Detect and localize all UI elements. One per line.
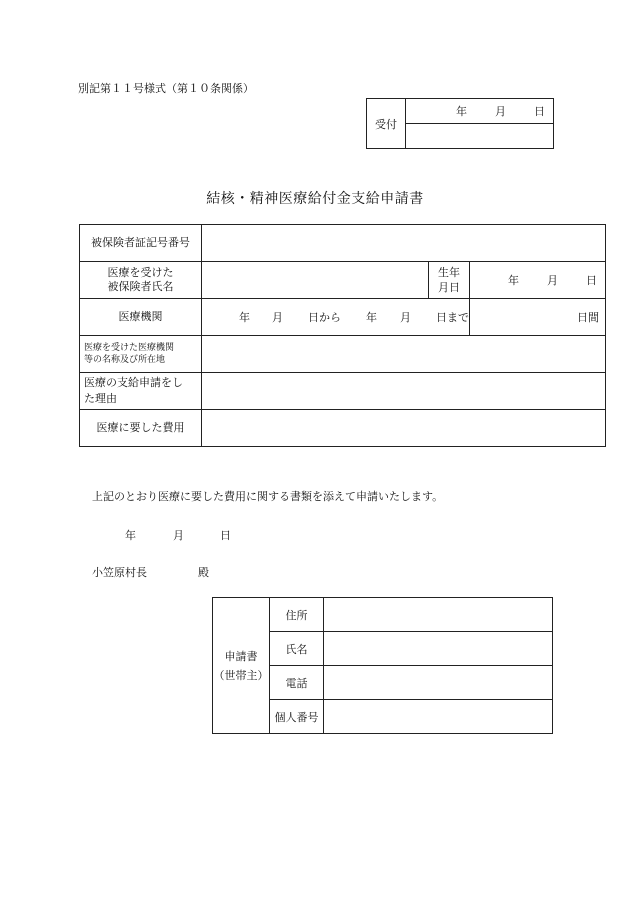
- addressee-name: 小笠原村長: [92, 566, 147, 579]
- institution-name-label: 医療を受けた医療機関 等の名称及び所在地: [80, 336, 202, 373]
- address-label: 住所: [270, 598, 324, 632]
- treatment-days-field[interactable]: 日間: [470, 299, 606, 336]
- birth-date-field[interactable]: 年 月 日: [470, 262, 606, 299]
- address-field[interactable]: [324, 598, 553, 632]
- birth-date-label: 生年 月日: [429, 262, 470, 299]
- receipt-day: 日: [534, 105, 545, 118]
- receipt-box: [366, 98, 554, 149]
- institution-label: 医療機関: [80, 299, 202, 336]
- application-table: [79, 224, 606, 447]
- phone-label: 電話: [270, 666, 324, 700]
- apply-date-month: 月: [173, 529, 184, 542]
- apply-date-year: 年: [125, 529, 136, 542]
- insured-number-label: 被保険者証記号番号: [80, 225, 202, 262]
- cost-field[interactable]: [202, 410, 606, 447]
- receipt-year: 年: [456, 105, 467, 118]
- addressee: [92, 564, 209, 580]
- reason-field[interactable]: [202, 373, 606, 410]
- application-statement: 上記のとおり医療に要した費用に関する書類を添えて申請いたします。: [92, 490, 444, 503]
- insured-number-field[interactable]: [202, 225, 606, 262]
- phone-field[interactable]: [324, 666, 553, 700]
- name-label: 氏名: [270, 632, 324, 666]
- receipt-stamp-field[interactable]: [406, 124, 554, 149]
- applicant-table: [212, 597, 553, 734]
- personal-number-field[interactable]: [324, 700, 553, 734]
- apply-date-day: 日: [220, 529, 231, 542]
- receipt-month: 月: [495, 105, 506, 118]
- form-number: 別記第１１号様式（第１０条関係）: [78, 82, 254, 95]
- reason-label: 医療の支給申請をし た理由: [80, 373, 202, 410]
- applicant-group-label: 申請書 （世帯主）: [213, 598, 270, 734]
- addressee-honorific: 殿: [198, 566, 209, 579]
- insured-name-field[interactable]: [202, 262, 429, 299]
- cost-label: 医療に要した費用: [80, 410, 202, 447]
- name-field[interactable]: [324, 632, 553, 666]
- insured-name-label: 医療を受けた 被保険者氏名: [80, 262, 202, 299]
- personal-number-label: 個人番号: [270, 700, 324, 734]
- document-title: 結核・精神医療給付金支給申請書: [206, 191, 424, 207]
- receipt-label: 受付: [367, 99, 406, 149]
- receipt-date-field[interactable]: [406, 99, 554, 124]
- treatment-period-field[interactable]: 年 月 日から 年 月 日まで: [202, 299, 470, 336]
- institution-name-field[interactable]: [202, 336, 606, 373]
